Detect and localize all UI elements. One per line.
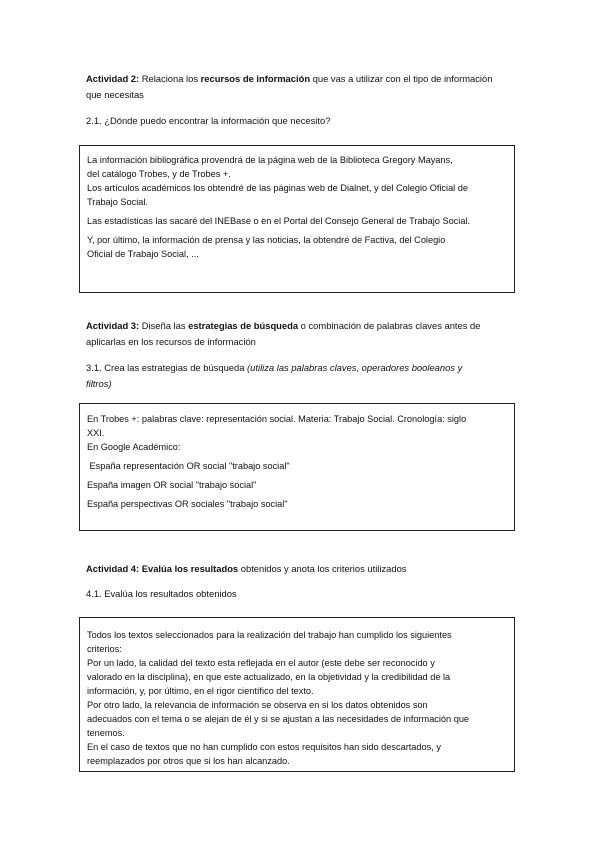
act3-heading-b: estrategias de búsqueda [188, 320, 299, 331]
act4-box-line: tenemos. [87, 728, 125, 738]
act2-heading-lead: Actividad 2: [86, 73, 140, 84]
act4-box-line: En el caso de textos que no han cumplido con estos requisitos han sido descartados, y [87, 742, 441, 752]
act3-heading-c: o combinación de palabras claves antes de [298, 320, 481, 331]
act2-box-line: del catálogo Trobes, y de Trobes +. [87, 169, 231, 179]
act2-box-line: Oficial de Trabajo Social, ... [87, 249, 199, 259]
act2-box-line: Los artículos académicos los obtendré de las páginas web de Dialnet, y del Colegio Oficial de [87, 183, 468, 193]
act2-heading-c: que vas a utilizar con el tipo de información [310, 73, 493, 84]
act3-heading-a: Diseña las [139, 320, 189, 331]
act4-answer-box [79, 617, 515, 772]
act3-question-b: (utiliza las palabras claves, operadores booleanos y [247, 362, 463, 373]
act2-answer-box [79, 145, 515, 293]
act3-box-line: España perspectivas OR sociales "trabajo social" [87, 499, 288, 509]
act4-box-line: criterios: [87, 644, 122, 654]
act4-heading [86, 561, 516, 577]
act2-box-line: Trabajo Social. [87, 197, 148, 207]
act3-question-line2: filtros) [86, 378, 112, 389]
act3-box-line: En Trobes +: palabras clave: representación social. Materia: Trabajo Social. Cronología: siglo [87, 414, 467, 424]
act3-box-line: XXI. [87, 428, 105, 438]
act4-box-line: Por otro lado, la relevancia de información se observa en si los datos obtenidos son [87, 700, 428, 710]
act4-question: 4.1. Evalúa los resultados obtenidos [86, 588, 237, 599]
act4-box-line: reemplazados por otros que si los han alcanzado. [87, 756, 290, 766]
act4-box-line: Todos los textos seleccionados para la realización del trabajo han cumplido los siguientes [87, 630, 452, 640]
act2-box-line: Las estadísticas las sacaré del INEBase o en el Portal del Consejo General de Trabajo Social. [87, 216, 471, 226]
act2-heading [86, 71, 516, 87]
act2-question: 2.1. ¿Dónde puedo encontrar la información que necesito? [86, 115, 331, 126]
act4-heading-lead: Actividad 4: [86, 563, 140, 574]
act4-heading-b: Evalúa los resultados [141, 563, 239, 574]
act4-box-line: adecuados con el tema o se alejan de él y si se ajustan a las necesidades de información que [87, 714, 470, 724]
act3-heading [86, 318, 516, 334]
act3-answer-box [79, 403, 515, 531]
act3-heading-lead: Actividad 3: [86, 320, 140, 331]
act4-heading-c: obtenidos y anota los criterios utilizados [238, 563, 407, 574]
act2-heading-b: recursos de información [200, 73, 311, 84]
act4-box-line: información, y, por último, en el rigor científico del texto. [87, 686, 314, 696]
act3-question-a: 3.1. Crea las estrategias de búsqueda [86, 362, 248, 373]
act4-box-line: valorado en la disciplina), en que este actualizado, en la objetividad y la credibilidad de la [87, 672, 451, 682]
act3-box-line: España representación OR social "trabajo social" [87, 461, 290, 471]
act4-box-line: Por un lado, la calidad del texto esta reflejada en el autor (este debe ser reconocido y [87, 658, 435, 668]
act2-box-line: La información bibliográfica provendrá de la página web de la Biblioteca Gregory Mayans, [87, 155, 453, 165]
act2-heading-a: Relaciona los [139, 73, 201, 84]
act3-heading-line2: aplicarlas en los recursos de información [86, 336, 256, 347]
act3-box-line: España imagen OR social "trabajo social" [87, 480, 257, 490]
act3-box-line: En Google Académico: [87, 442, 181, 452]
act2-box-line: Y, por último, la información de prensa y las noticias, la obtendré de Factiva, del Colegio [87, 235, 446, 245]
act2-heading-line2: que necesitas [86, 89, 144, 100]
act3-question [86, 360, 516, 376]
